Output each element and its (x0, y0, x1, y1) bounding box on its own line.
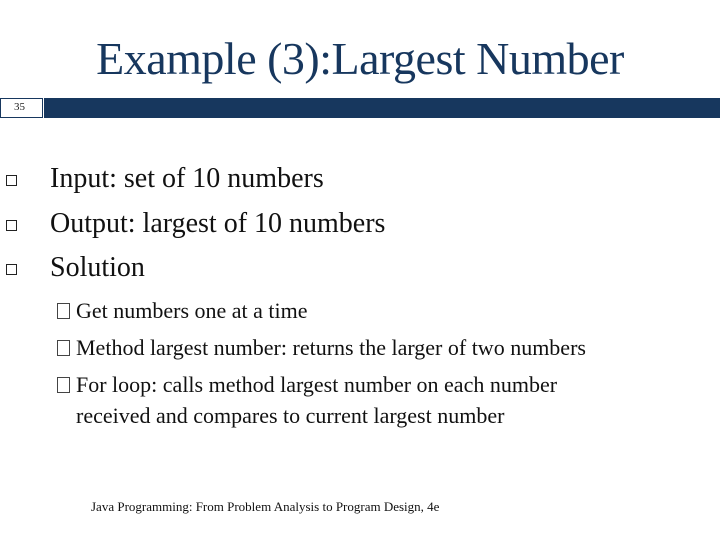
bullet-marker-icon (6, 220, 17, 231)
sub-bullet-for-loop: For loop: calls method largest number on each number (76, 372, 558, 397)
bullet-marker-icon (6, 175, 17, 186)
sub-bullet-marker-icon (57, 340, 70, 356)
slide-number-box (0, 98, 43, 118)
rule-line (44, 98, 720, 118)
title-rule (0, 98, 720, 120)
footer-text: Java Programming: From Problem Analysis to Program Design, 4e (91, 499, 440, 514)
bullet-solution: Solution (50, 252, 145, 283)
sub-bullet-marker-icon (57, 303, 70, 319)
sub-bullet-method: Method largest number: returns the larger of two numbers (76, 335, 586, 360)
bullet-marker-icon (6, 264, 17, 275)
slide-number: 35 (14, 101, 25, 113)
sub-bullet-marker-icon (57, 377, 70, 393)
bullet-input: Input: set of 10 numbers (50, 163, 324, 194)
sub-bullet-for-loop-cont: received and compares to current largest number (76, 403, 505, 428)
slide-title: Example (3):Largest Number (96, 33, 624, 84)
sub-bullet-get-numbers: Get numbers one at a time (76, 298, 308, 323)
bullet-output: Output: largest of 10 numbers (50, 208, 386, 239)
